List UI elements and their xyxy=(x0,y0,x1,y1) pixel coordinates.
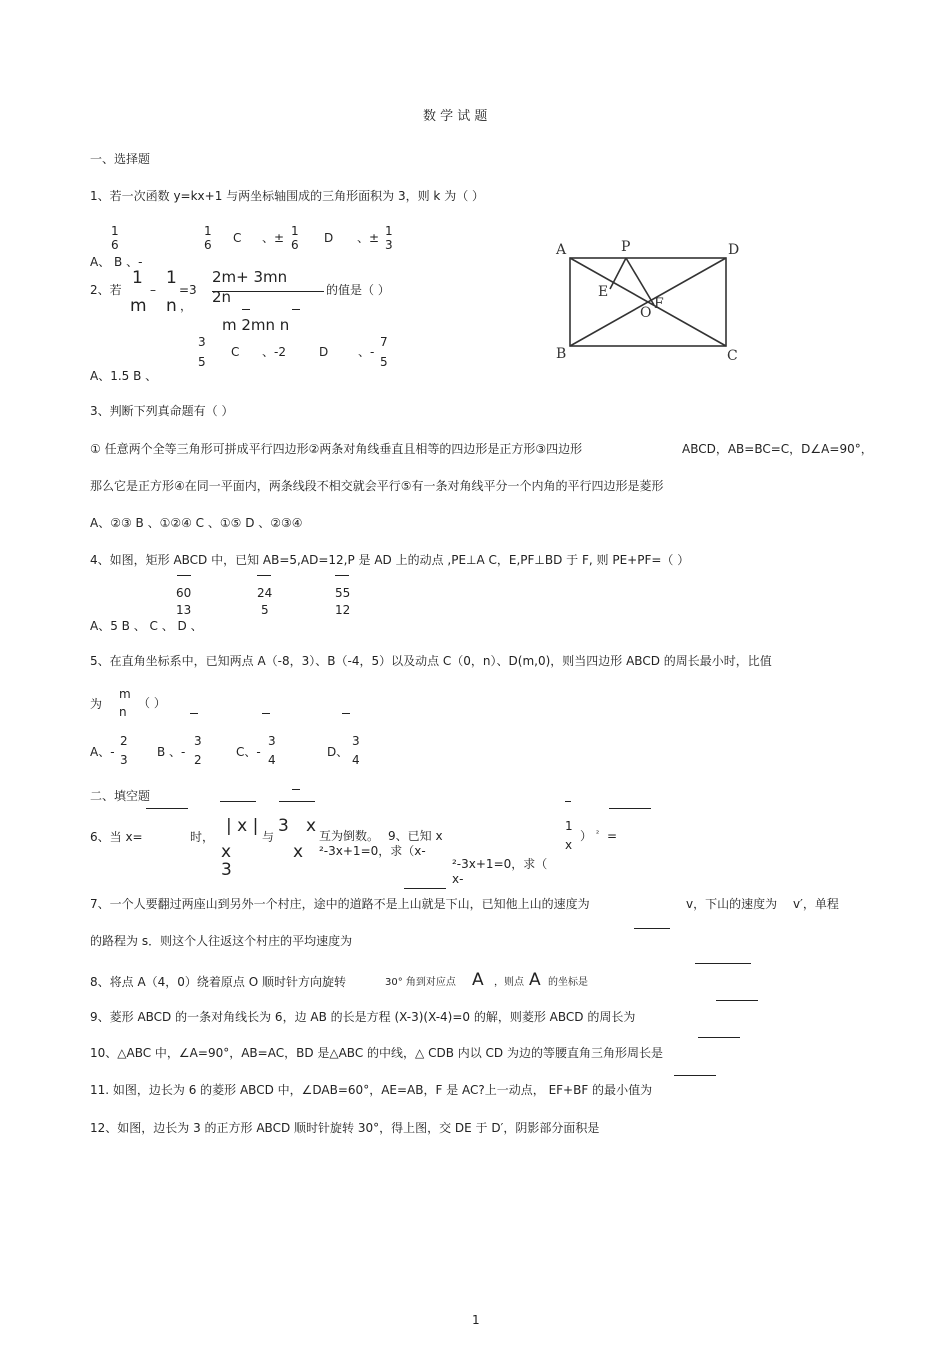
q4-b-den: 13 xyxy=(176,603,192,617)
q4-c-den: 5 xyxy=(261,603,269,617)
q4-c-num: 24 xyxy=(257,586,273,600)
q6-answer-blank-4 xyxy=(404,888,446,889)
q2-den-bar-1 xyxy=(242,309,250,310)
q1-option-labels: A、 B 、- xyxy=(90,255,143,269)
q9-equals: = xyxy=(607,829,618,843)
q1-c-sep: 、± xyxy=(262,231,285,245)
figure-label-e: E xyxy=(598,284,609,300)
q5-d-label: D、 xyxy=(327,745,349,759)
q1-c-den: 6 xyxy=(291,238,299,252)
q8-answer-blank xyxy=(716,1000,758,1001)
q2-c-value: 、-2 xyxy=(262,345,286,359)
page-title: 数 学 试 题 xyxy=(423,109,488,124)
q1-d-den: 3 xyxy=(385,238,393,252)
q2-comma: ， xyxy=(180,299,193,313)
q1-a-num: 1 xyxy=(111,224,119,238)
q9-inline-lead: 9、已知 x xyxy=(388,829,443,843)
q11-text: 11. 如图，边长为 6 的菱形 ABCD 中，∠DAB=60°，AE=AB，F 是 AC?上一动点， EF+BF 的最小值为 xyxy=(90,1083,653,1097)
q6-when: 时， xyxy=(190,830,215,844)
q5-a-label: A、- xyxy=(90,745,115,759)
figure-label-d: D xyxy=(728,242,740,258)
q5-mark-3 xyxy=(342,713,350,714)
q5-c-den: 4 xyxy=(268,753,276,767)
q7-line2: 的路程为 s．则这个人往返这个村庄的平均速度为 xyxy=(90,934,353,948)
q5-f-den: n xyxy=(119,705,127,719)
q4-option-labels: A、5 B 、 C 、 D 、 xyxy=(90,619,203,633)
q1-a-den: 6 xyxy=(111,238,119,252)
q6-abs-den-2: 3 xyxy=(221,860,232,880)
q2-eq: =3 xyxy=(179,283,197,297)
q10-text: 10、△ABC 中，∠A=90°，AB=AC，BD 是△ABC 的中线，△ CDB 内以 CD 为边的等腰直角三角形周长是 xyxy=(90,1046,663,1060)
rectangle-figure xyxy=(550,232,750,372)
q2-d-sep: 、- xyxy=(358,345,375,359)
page-number: 1 xyxy=(472,1313,480,1327)
q8-small-text-2: ，则点 xyxy=(494,977,524,988)
q2-f1-num: 1 xyxy=(132,268,143,288)
q10-answer-blank xyxy=(674,1075,716,1076)
q2-f1-den: m xyxy=(130,296,147,316)
q5-d-den: 4 xyxy=(352,753,360,767)
q5-lead: 为 xyxy=(90,697,103,711)
q4-d-den: 12 xyxy=(335,603,351,617)
q8-small-text-3: 的坐标是 xyxy=(548,977,588,988)
q8-point-a1: A xyxy=(472,970,484,990)
q3-statement-line1: ① 任意两个全等三角形可拼成平行四边形②两条对角线垂直且相等的四边形是正方形③四边形 xyxy=(90,442,583,456)
q7-answer-blank-2 xyxy=(695,963,751,964)
q2-big-den-bottom: m 2mn n xyxy=(222,316,290,334)
q6-abs: | x | xyxy=(226,816,259,836)
q1-b-num: 1 xyxy=(204,224,212,238)
q6-x-top: x xyxy=(306,816,317,836)
q3-statement-line2: 那么它是正方形④在同一平面内，两条线段不相交就会平行⑤有一条对角线平分一个内角的平行四边形是菱形 xyxy=(90,479,664,493)
q2-f2-den: n xyxy=(166,296,177,316)
q7-v-up: v，下山的速度为 xyxy=(686,897,778,911)
q5-d-num: 3 xyxy=(352,734,360,748)
figure-label-c: C xyxy=(727,348,738,364)
q5-mark-1 xyxy=(190,713,198,714)
q4-b-num: 60 xyxy=(176,586,192,600)
q2-den-bar-2 xyxy=(292,309,300,310)
q6-with: 与 xyxy=(262,830,275,844)
q9-paren: ） xyxy=(580,829,593,843)
q7-answer-blank-1 xyxy=(634,928,670,929)
q3-statement-line1-tail: ABCD，AB=BC=C，D∠A=90°， xyxy=(682,442,873,456)
q9-duplicate-2: x- xyxy=(452,872,464,886)
q3-options: A、②③ B 、①②④ C 、①⑤ D 、②③④ xyxy=(90,516,303,530)
q2-c-label: C xyxy=(231,345,240,359)
q6-overline xyxy=(292,789,300,790)
q5-c-label: C、- xyxy=(236,745,261,759)
section-choice-heading: 一、选择题 xyxy=(90,152,151,166)
q5-stem: 5、在直角坐标系中，已知两点 A（-8，3）、B（-4，5）以及动点 C（0，n）、D(m,0)，则当四边形 ABCD 的周长最小时，比值 xyxy=(90,654,772,668)
q5-c-num: 3 xyxy=(268,734,276,748)
figure-label-p: P xyxy=(621,239,631,255)
q4-stem: 4、如图，矩形 ABCD 中，已知 AB=5,AD=12,P 是 AD 上的动点 ,PE⊥A C，E,PF⊥BD 于 F, 则 PE+PF=（ ） xyxy=(90,553,690,567)
q3-stem: 3、判断下列真命题有（ ） xyxy=(90,404,234,418)
section-fill-heading: 二、填空题 xyxy=(90,789,151,803)
q5-f-num: m xyxy=(119,687,131,701)
q7-v-down: v′，单程 xyxy=(793,897,839,911)
q1-b-den: 6 xyxy=(204,238,212,252)
q2-tail: 的值是（ ） xyxy=(326,283,390,297)
q5-b-num: 3 xyxy=(194,734,202,748)
q9-frac-num: 1 xyxy=(565,819,573,833)
q9-frac-den: x xyxy=(565,838,573,852)
figure-label-b: B xyxy=(556,346,567,362)
q1-d-num: 1 xyxy=(385,224,393,238)
q2-b-num: 3 xyxy=(198,335,206,349)
q8-text: 8、将点 A（4，0）绕着原点 O 顺时针方向旋转 xyxy=(90,975,347,989)
q5-a-den: 3 xyxy=(120,753,128,767)
q4-d-bar xyxy=(335,575,349,576)
q9-inline-cont: ²-3x+1=0，求（x- xyxy=(319,844,426,858)
q8-small-text-1: 30° 角到对应点 xyxy=(385,977,456,988)
q1-stem: 1、若一次函数 y=kx+1 与两坐标轴围成的三角形面积为 3，则 k 为（ ） xyxy=(90,189,485,203)
q2-big-num: 2m+ 3mn xyxy=(212,268,288,286)
q5-a-num: 2 xyxy=(120,734,128,748)
q1-c-num: 1 xyxy=(291,224,299,238)
q9-answer-blank-1 xyxy=(609,808,651,809)
q2-option-labels: A、1.5 B 、 xyxy=(90,369,158,383)
q9-mark xyxy=(565,801,571,802)
q6-lead: 6、当 x= xyxy=(90,830,143,844)
q6-abs-den: x xyxy=(221,842,232,862)
q6-three: 3 xyxy=(278,816,289,836)
q9-text: 9、菱形 ABCD 的一条对角线长为 6，边 AB 的长是方程 (X-3)(X-4)=0 的解，则菱形 ABCD 的周长为 xyxy=(90,1010,636,1024)
q12-text: 12、如图，边长为 3 的正方形 ABCD 顺时针旋转 30°，得上图，交 DE 于 D′，阴影部分面积是 xyxy=(90,1121,600,1135)
q5-paren: （ ） xyxy=(138,696,166,710)
q6-reciprocal: 互为倒数。 xyxy=(319,829,380,843)
q2-d-den: 5 xyxy=(380,355,388,369)
q9-answer-blank-2 xyxy=(698,1037,740,1038)
q2-d-label: D xyxy=(319,345,329,359)
q6-answer-blank-3 xyxy=(279,801,315,802)
q6-answer-blank-1 xyxy=(146,808,188,809)
q4-d-num: 55 xyxy=(335,586,351,600)
q2-d-num: 7 xyxy=(380,335,388,349)
figure-label-a: A xyxy=(556,242,567,258)
q1-d-label: D xyxy=(324,231,334,245)
q4-b-bar xyxy=(177,575,191,576)
q5-b-den: 2 xyxy=(194,753,202,767)
q5-mark-2 xyxy=(262,713,270,714)
q9-square: ² xyxy=(596,829,600,838)
q2-lead: 2、若 xyxy=(90,283,122,297)
q2-f2-num: 1 xyxy=(166,268,177,288)
figure-label-o: O xyxy=(640,305,652,321)
q2-big-den-top: 2n xyxy=(212,288,232,306)
q5-b-label: B 、- xyxy=(157,745,186,759)
figure-label-f: F xyxy=(654,296,664,312)
q8-point-a2: A xyxy=(529,970,541,990)
q6-answer-blank-2 xyxy=(220,801,256,802)
q6-x-den: x xyxy=(293,842,304,862)
q1-d-sep: 、± xyxy=(357,231,380,245)
q4-c-bar xyxy=(257,575,271,576)
q7-line1: 7、一个人要翻过两座山到另外一个村庄，途中的道路不是上山就是下山，已知他上山的速度为 xyxy=(90,897,590,911)
q1-c-label: C xyxy=(233,231,242,245)
q2-b-den: 5 xyxy=(198,355,206,369)
q2-minus: – xyxy=(150,283,156,297)
q9-duplicate: ²-3x+1=0，求（ xyxy=(452,857,548,871)
